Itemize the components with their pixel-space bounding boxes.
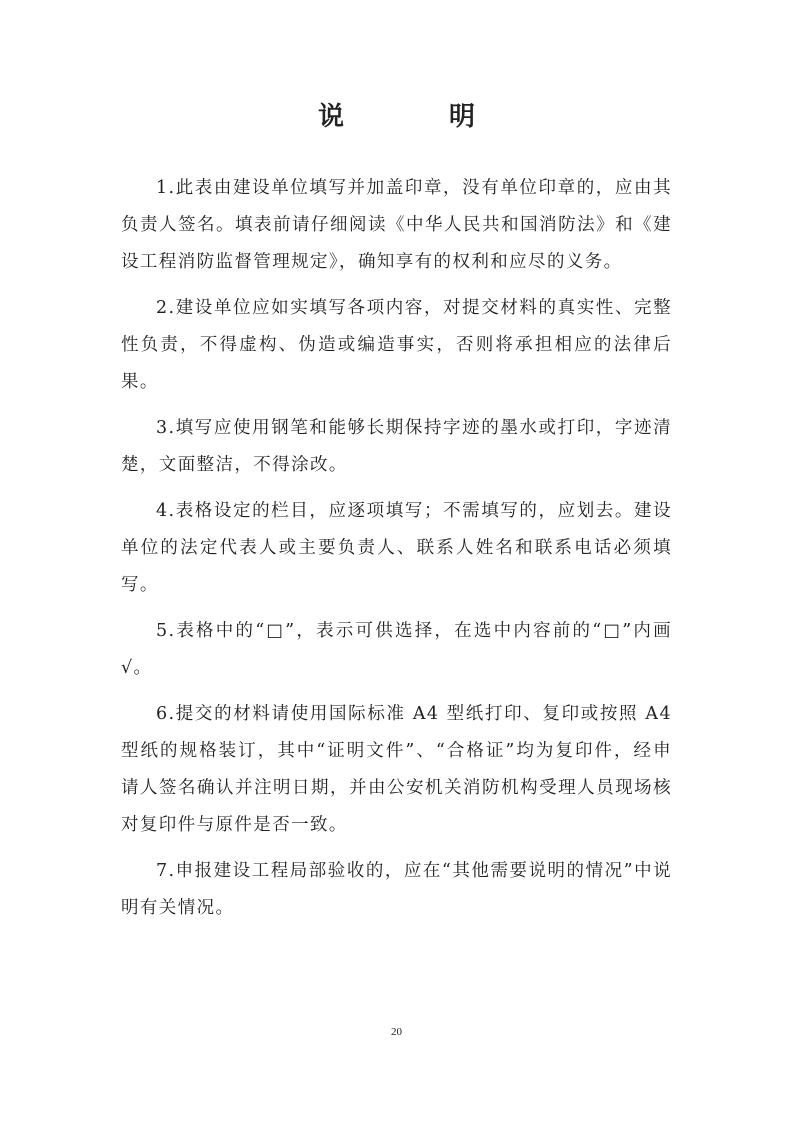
page-title: 说 明 bbox=[317, 102, 524, 132]
instruction-paragraph-7: 7.申报建设工程局部验收的，应在“其他需要说明的情况”中说明有关情况。 bbox=[121, 861, 672, 918]
instruction-paragraph-6: 6.提交的材料请使用国际标准 A4 型纸打印、复印或按照 A4 型纸的规格装订，其中“证明文件”、“合格证”均为复印件，经申请人签名确认并注明日期，并由公安机关消防机构受理人员现场核对复印件与原件是否一致。 bbox=[121, 704, 672, 835]
instruction-paragraph-3: 3.填写应使用钢笔和能够长期保持字迹的墨水或打印，字迹清楚，文面整洁，不得涂改。 bbox=[121, 418, 672, 475]
instruction-paragraph-1: 1.此表由建设单位填写并加盖印章，没有单位印章的，应由其负责人签名。填表前请仔细阅读《中华人民共和国消防法》和《建设工程消防监督管理规定》，确知享有的权利和应尽的义务。 bbox=[121, 178, 672, 272]
instruction-paragraph-2: 2.建设单位应如实填写各项内容，对提交材料的真实性、完整性负责，不得虚构、伪造或编造事实，否则将承担相应的法律后果。 bbox=[121, 298, 672, 392]
instruction-paragraph-5: 5.表格中的“□”，表示可供选择，在选中内容前的“□”内画√。 bbox=[121, 621, 672, 678]
instructions-body bbox=[121, 170, 672, 936]
instruction-paragraph-4: 4.表格设定的栏目，应逐项填写；不需填写的，应划去。建设单位的法定代表人或主要负责人、联系人姓名和联系电话必须填写。 bbox=[121, 501, 672, 595]
page-number: 20 bbox=[391, 1026, 402, 1038]
